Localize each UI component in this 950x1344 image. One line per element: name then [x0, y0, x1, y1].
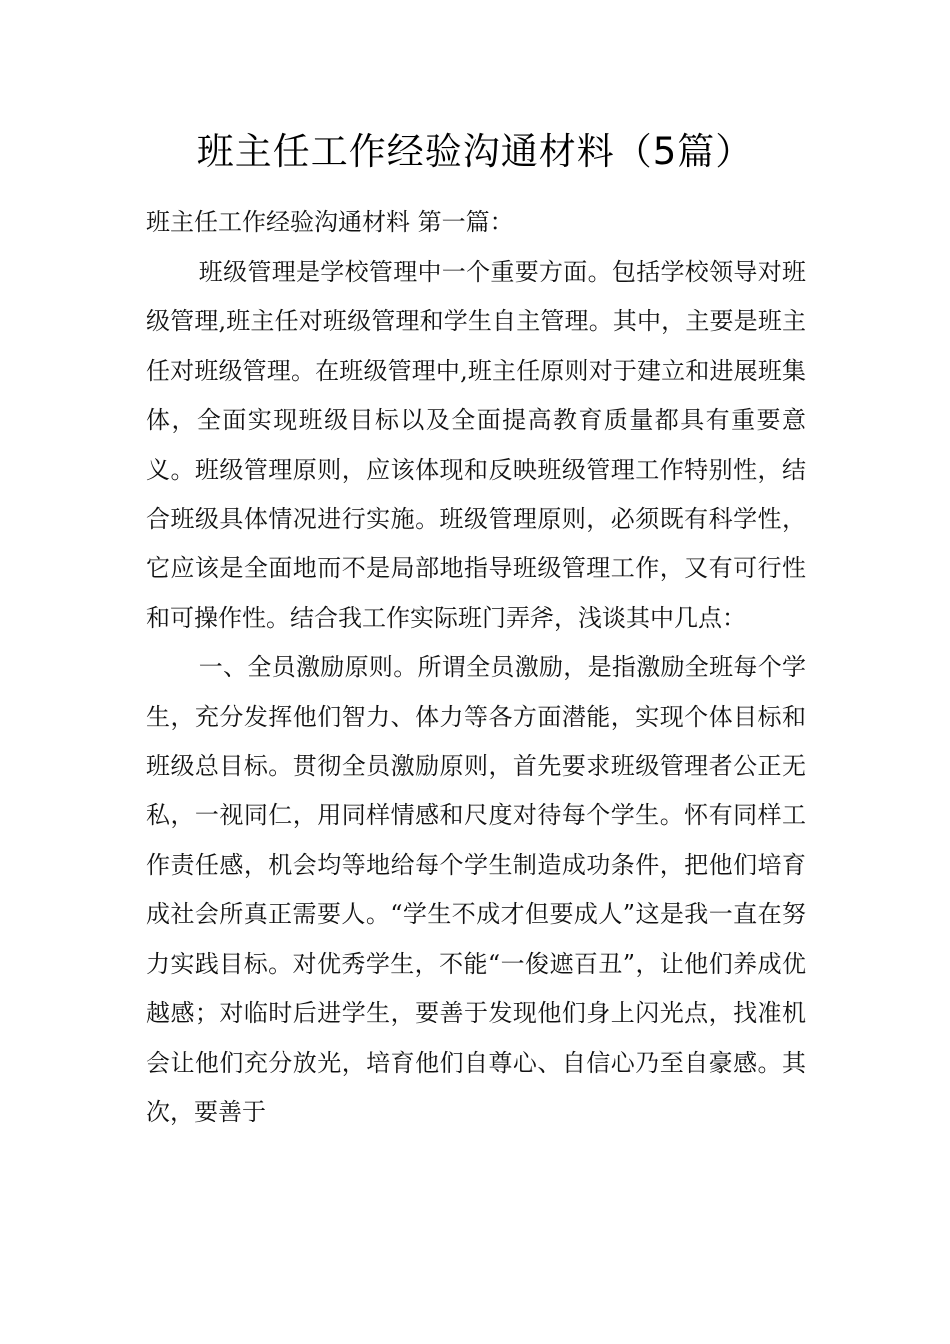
paragraph-intro: 班级管理是学校管理中一个重要方面。包括学校领导对班级管理,班主任对班级管理和学生自主管理。其中，主要是班主任对班级管理。在班级管理中,班主任原则对于建立和进展班集体，全面实现班级目标以及全面提高教育质量都具有重要意义。班级管理原则，应该体现和反映班级管理工作特别性，结合班级具体情况进行实施。班级管理原则，必须既有科学性，它应该是全面地而不是局部地指导班级管理工作，又有可行性和可操作性。结合我工作实际班门弄斧，浅谈其中几点：	[146, 258, 806, 632]
document-title: 班主任工作经验沟通材料（5篇）	[196, 130, 754, 173]
paragraph-principle-one: 一、全员激励原则。所谓全员激励，是指激励全班每个学生，充分发挥他们智力、体力等各方面潜能，实现个体目标和班级总目标。贯彻全员激励原则，首先要求班级管理者公正无私，一视同仁，用同样情感和尺度对待每个学生。怀有同样工作责任感，机会均等地给每个学生制造成功条件，把他们培育成社会所真正需要人。“学生不成才但要成人”这是我一直在努力实践目标。对优秀学生，不能“一俊遮百丑”，让他们养成优越感；对临时后进学生，要善于发现他们身上闪光点，找准机会让他们充分放光，培育他们自尊心、自信心乃至自豪感。其次，要善于	[146, 653, 806, 1126]
document-body	[146, 248, 806, 1137]
section-heading: 班主任工作经验沟通材料 第一篇：	[146, 208, 514, 236]
